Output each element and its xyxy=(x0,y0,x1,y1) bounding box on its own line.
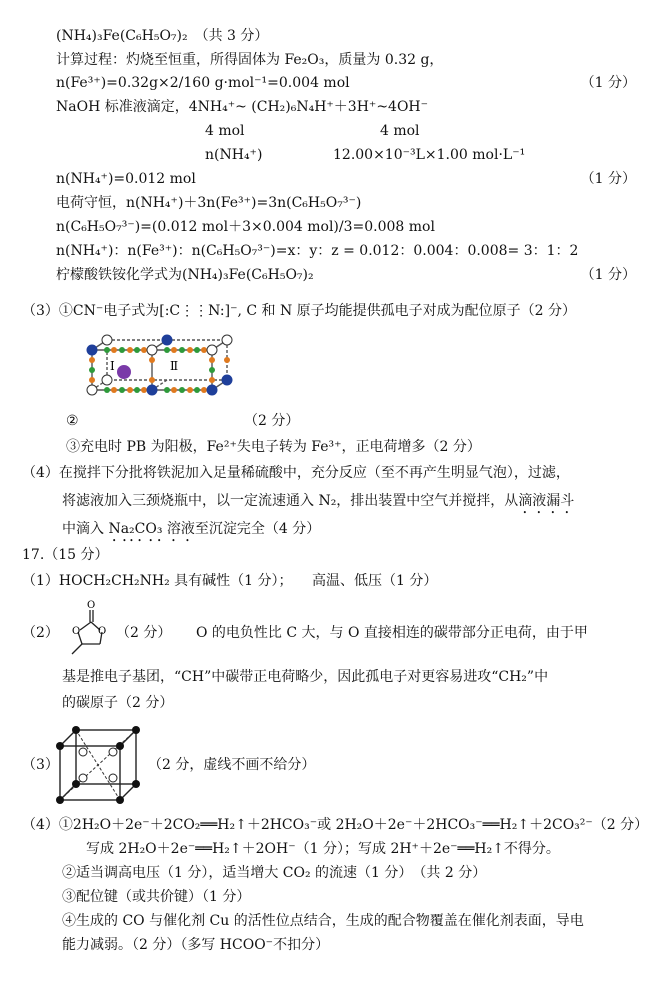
cyclic-carbonate-structure xyxy=(50,596,118,664)
score-1: （1 分） xyxy=(580,75,636,91)
calc-line: 计算过程：灼烧至恒重，所得固体为 Fe₂O₃，质量为 0.32 g， xyxy=(56,52,444,68)
q17-part4-6: 能力减弱。（2 分）（多写 HCOO⁻不扣分） xyxy=(62,937,330,953)
q17-header: 17.（15 分） xyxy=(22,547,109,563)
svg-text:O: O xyxy=(87,600,96,611)
cubic-cell-diagram xyxy=(50,722,146,806)
part3-item3: ③充电时 PB 为阳极，Fe²⁺失电子转为 Fe³⁺，正电荷增多（2 分） xyxy=(66,439,481,455)
q17-part4-5: ④生成的 CO 与催化剂 Cu 的活性位点结合，生成的配合物覆盖在催化剂表面，导电 xyxy=(62,913,584,929)
diagram-label-1: Ⅰ xyxy=(110,359,115,373)
final-formula: 柠檬酸铁铵化学式为(NH₄)₃Fe(C₆H₅O₇)₂ xyxy=(56,267,314,283)
q17-part3-text: （2 分，虚线不画不给分） xyxy=(148,757,316,773)
diagram-label-2: Ⅱ xyxy=(170,359,179,373)
circled-2: ② xyxy=(66,413,79,429)
q17-part1: （1）HOCH₂CH₂NH₂ 具有碱性（1 分）； xyxy=(22,573,293,589)
q17-part2-cont: 基是推电子基团，“CH”中碳带正电荷略少，因此孤电子对更容易进攻“CH₂”中 xyxy=(62,669,549,685)
ratio-left: 4 mol xyxy=(205,123,245,139)
q17-part4-4: ③配位键（或共价键）（1 分） xyxy=(62,889,251,905)
q17-part2-num: （2） xyxy=(22,625,59,641)
q17-part4-3: ②适当调高电压（1 分），适当增大 CO₂ 的流速（1 分） （共 2 分） xyxy=(62,865,487,881)
score-diagram: （2 分） xyxy=(244,413,300,429)
part4-line-b: 将滤液加入三颈烧瓶中，以一定流速通入 N₂，排出装置中空气并搅拌，从滴液漏斗 xyxy=(62,493,575,509)
part4-line-c: 中滴入 Na₂CO₃ 溶液至沉淀完全（4 分） xyxy=(62,521,321,537)
score-2: （1 分） xyxy=(580,171,636,187)
q17-part3-num: （3） xyxy=(22,757,59,773)
naoh-line: NaOH 标准液滴定，4NH₄⁺~ (CH₂)₆N₄H⁺＋3H⁺~4OH⁻ xyxy=(56,99,429,115)
q17-part2-cont2: 的碳原子（2 分） xyxy=(62,695,174,711)
n-citrate-line: n(C₆H₅O₇³⁻)=(0.012 mol＋3×0.004 mol)/3=0.008 mol xyxy=(56,219,435,235)
ratio-line: n(NH₄⁺)：n(Fe³⁺)：n(C₆H₅O₇³⁻)=x：y：z = 0.012：0.004：0.008= 3：1：2 xyxy=(56,243,579,259)
q17-part4-1: （4）①2H₂O＋2e⁻＋2CO₂══H₂↑＋2HCO₃⁻或 2H₂O＋2e⁻＋2HCO₃⁻══H₂↑＋2CO₃²⁻（2 分） xyxy=(22,817,649,833)
score-3: （1 分） xyxy=(580,267,636,283)
ratio-right: 4 mol xyxy=(380,123,420,139)
conc-expression: 12.00×10⁻³L×1.00 mol·L⁻¹ xyxy=(333,147,526,163)
q17-part1-b: 高温、低压（1 分） xyxy=(312,573,438,589)
q17-part2-score: （2 分） xyxy=(116,625,172,641)
part3-line: （3）①CN⁻电子式为[:C⋮⋮N:]⁻, C 和 N 原子均能提供孤电子对成为配位原子（2 分） xyxy=(22,303,577,319)
svg-text:O: O xyxy=(98,626,107,637)
formula-line: (NH₄)₃Fe(C₆H₅O₇)₂ （共 3 分） xyxy=(56,28,269,44)
svg-text:O: O xyxy=(72,626,81,637)
part4-line-a: （4）在搅拌下分批将铁泥加入足量稀硫酸中，充分反应（至不再产生明显气泡），过滤， xyxy=(22,465,570,481)
q17-part2-text: O 的电负性比 C 大，与 O 直接相连的碳带部分正电荷，由于甲 xyxy=(196,625,588,641)
q17-part4-2: 写成 2H₂O＋2e⁻══H₂↑＋2OH⁻（1 分）；写成 2H⁺＋2e⁻══H₂↑不得分。 xyxy=(86,841,560,857)
charge-line: 电荷守恒，n(NH₄⁺)＋3n(Fe³⁺)=3n(C₆H₅O₇³⁻) xyxy=(56,195,362,211)
n-nh4-symbol: n(NH₄⁺) xyxy=(205,147,263,163)
crystal-diagram xyxy=(62,330,252,430)
n-fe-line: n(Fe³⁺)=0.32g×2/160 g·mol⁻¹=0.004 mol xyxy=(56,75,350,91)
n-nh4-result: n(NH₄⁺)=0.012 mol xyxy=(56,171,196,187)
